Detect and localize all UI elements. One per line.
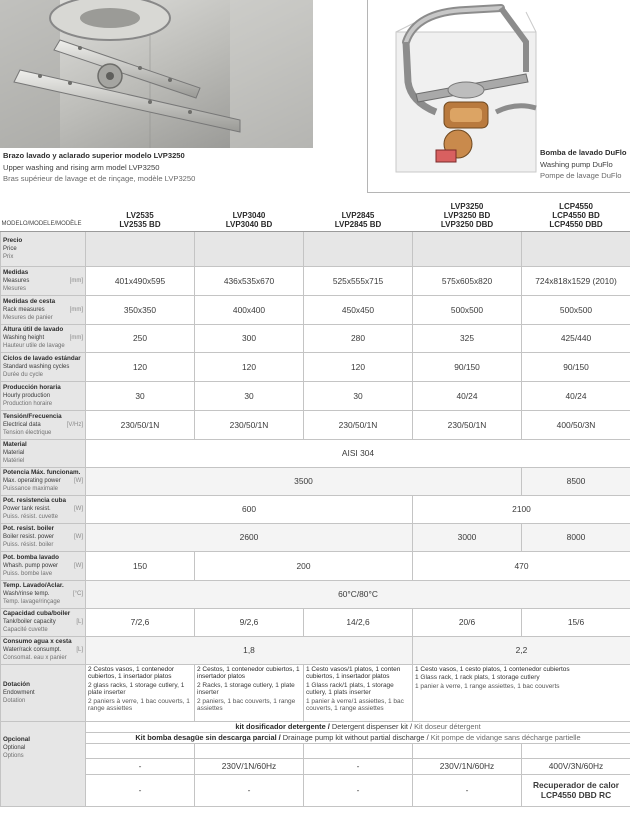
model-header-row [1, 198, 630, 231]
endowment-cell [195, 664, 304, 721]
label-es: Precio [3, 236, 23, 244]
row-label [1, 266, 86, 295]
unit-label: [V/Hz] [66, 421, 83, 428]
label-fr: Puissance maximale [3, 486, 59, 492]
price-cell [413, 231, 522, 266]
label-es: Dotación [3, 680, 30, 688]
value-cell: 400/50/3N [522, 410, 630, 439]
option-value: - [413, 774, 522, 806]
value-cell: 230/50/1N [86, 410, 195, 439]
label-en: Max. operating power [3, 478, 61, 484]
label-en: Endowment [3, 689, 35, 696]
value-cell: 500x500 [413, 295, 522, 324]
value-cell: 9/2,6 [195, 608, 304, 636]
row-label [1, 495, 86, 523]
label-es: Temp. Lavado/Aclar. [3, 582, 64, 589]
water-row [1, 636, 630, 664]
model-label: MODELO/MODELE/MODÈLE [1, 198, 86, 231]
option-value: - [304, 774, 413, 806]
kit-es: Kit bomba desagüe sin descarga parcial [135, 732, 277, 742]
label-en: Rack measures [3, 306, 45, 313]
value-cell: 8500 [522, 467, 630, 495]
unit-label: [W] [74, 534, 83, 540]
row-label [1, 636, 86, 664]
boiler-row [1, 523, 630, 551]
option-value: 400V/3N/60Hz [522, 758, 630, 774]
label-fr: Matériel [3, 458, 25, 464]
unit-label: [L] [76, 647, 83, 653]
label-en: Price [3, 245, 17, 252]
value-cell: 425/440 [522, 324, 630, 352]
unit-label: [mm] [69, 335, 83, 341]
caption-left-es: Brazo lavado y aclarado superior modelo LVP3250 [3, 151, 185, 160]
value-cell: 90/150 [413, 352, 522, 381]
value-cell: 230/50/1N [195, 410, 304, 439]
price-cell [195, 231, 304, 266]
hourly-row [1, 381, 630, 410]
model-name: LVP2845 BD [334, 219, 382, 229]
model-name: LVP3040 [232, 210, 266, 220]
value-cell: 3000 [413, 523, 522, 551]
value-cell: 230/50/1N [304, 410, 413, 439]
value-cell: 120 [86, 352, 195, 381]
value-cell: 90/150 [522, 352, 630, 381]
row-label [1, 551, 86, 580]
label-fr: Mesures [3, 285, 27, 292]
value-cell: 724x818x1529 (2010) [522, 266, 630, 295]
wash-arm-photo [0, 0, 313, 148]
material-row [1, 439, 630, 467]
unit-label: [mm] [69, 306, 83, 313]
value-cell: 525x555x715 [304, 266, 413, 295]
kit-fr: Kit pompe de vidange sans décharge partielle [430, 732, 581, 742]
value-cell: 1,8 [86, 636, 413, 664]
value-cell: 30 [304, 381, 413, 410]
option-value: - [86, 774, 195, 806]
label-fr: Puiss. résist. cuvette [3, 514, 59, 520]
value-cell: 400x400 [195, 295, 304, 324]
caption-right-en: Washing pump DuFlo [540, 159, 613, 169]
value-cell: 20/6 [413, 608, 522, 636]
value-cell: 150 [86, 551, 195, 580]
label-fr: Prix [3, 253, 14, 260]
label-fr: Durée du cycle [3, 371, 44, 378]
label-fr: Dotation [3, 697, 26, 704]
model-header [195, 198, 304, 231]
unit-label: [W] [74, 506, 83, 512]
value-cell: 401x490x595 [86, 266, 195, 295]
price-cell [304, 231, 413, 266]
price-row [1, 231, 630, 266]
label-es: Consumo agua x cesta [3, 638, 72, 645]
kit-en: Drainage pump kit without partial discharge [282, 732, 425, 742]
value-cell: 30 [86, 381, 195, 410]
model-name: LV2535 [126, 210, 154, 220]
row-label [1, 523, 86, 551]
kit-dispenser-text [86, 721, 630, 732]
label-en: Tank/boiler capacity [3, 619, 56, 625]
value-cell: 200 [195, 551, 413, 580]
caption-right-fr: Pompe de lavage DuFlo [540, 171, 622, 180]
endowment-en: 1 Glass rack/1 plats, 1 storage cutlery, 1 plats inserter [306, 681, 394, 697]
endowment-cell [413, 664, 630, 721]
label-en: Whash. pump power [3, 562, 59, 569]
option-value: - [86, 758, 195, 774]
label-fr: Capacité cuvette [3, 627, 48, 633]
label-en: Water/rack consumpt. [3, 647, 62, 653]
heat-recovery-title: Recuperador de calor [532, 780, 620, 790]
model-name: LVP3250 DBD [440, 219, 494, 229]
value-cell: 120 [195, 352, 304, 381]
option-spacer-row [1, 743, 630, 758]
endowment-row [1, 664, 630, 721]
value-cell: 250 [86, 324, 195, 352]
price-cell [522, 231, 630, 266]
endowment-cell [304, 664, 413, 721]
temp-row [1, 580, 630, 608]
empty-cell [304, 743, 413, 758]
option-value: 230V/1N/60Hz [413, 758, 522, 774]
heat-recovery-model: LCP4550 DBD RC [540, 790, 612, 800]
capacity-row [1, 608, 630, 636]
value-cell: 575x605x820 [413, 266, 522, 295]
label-fr: Mesures de panier [3, 314, 53, 321]
endowment-es: 1 Cesto vasos, 1 cesto platos, 1 contenedor cubiertos [415, 665, 570, 673]
caption-right [540, 147, 627, 182]
label-en: Measures [3, 277, 30, 284]
endowment-es: 2 Cestos vasos, 1 contenedor cubiertos, 1 insertador platos [88, 665, 174, 681]
unit-label: [L] [76, 619, 83, 625]
value-cell: 2100 [413, 495, 630, 523]
cycles-row [1, 352, 630, 381]
row-label [1, 231, 86, 266]
value-cell: 30 [195, 381, 304, 410]
power-row [1, 467, 630, 495]
label-es: Producción horaria [3, 383, 61, 391]
value-cell: 2600 [86, 523, 413, 551]
label-fr: Temp. lavage/rinçage [3, 599, 61, 605]
endowment-en: 1 Glass rack, 1 rack plats, 1 storage cutlery [415, 674, 540, 682]
empty-cell [522, 743, 630, 758]
row-label [1, 295, 86, 324]
endowment-fr: 2 paniers à verre, 1 bac couverts, 1 range assiettes [88, 697, 190, 713]
value-cell: AISI 304 [86, 439, 630, 467]
label-fr: Puiss. bombe lave [3, 570, 53, 577]
option-value: - [304, 758, 413, 774]
kit-en: Detergent dispenser kit [331, 721, 408, 731]
label-en: Electrical data [3, 421, 41, 428]
value-cell: 450x450 [304, 295, 413, 324]
value-cell: 436x535x670 [195, 266, 304, 295]
option-value: 230V/1N/60Hz [195, 758, 304, 774]
value-cell: 325 [413, 324, 522, 352]
value-cell: 600 [86, 495, 413, 523]
kit-fr: Kit doseur détergent [414, 721, 481, 731]
value-cell: 300 [195, 324, 304, 352]
value-cell: 2,2 [413, 636, 630, 664]
model-header [304, 198, 413, 231]
label-es: Potencia Máx. funcionam. [3, 469, 81, 476]
label-fr: Options [3, 752, 24, 759]
separator: / [407, 721, 415, 731]
endowment-en: 2 Racks, 1 storage cutlery, 1 plate inserter [197, 681, 295, 697]
separator: / [276, 732, 283, 742]
kit-es: kit dosificador detergente [235, 721, 326, 731]
caption-left [3, 150, 195, 185]
endowment-fr: 2 paniers, 1 bac couverts, 1 range assiettes [197, 697, 296, 713]
model-name: LCP4550 [559, 201, 593, 211]
endowment-en: 2 glass racks, 1 storage cutlery, 1 plate inserter [88, 681, 185, 697]
caption-left-fr: Bras supérieur de lavage et de rinçage, modèle LVP3250 [3, 174, 196, 183]
measures-row [1, 266, 630, 295]
row-label [1, 352, 86, 381]
label-es: Tensión/Frecuencia [3, 412, 62, 420]
option-voltage-row [1, 758, 630, 774]
model-name: LCP4550 DBD [549, 219, 603, 229]
label-fr: Puiss. résist. boiler [3, 542, 54, 548]
heat-recovery-cell [522, 774, 630, 806]
pump-row [1, 551, 630, 580]
label-es: Opcional [3, 735, 30, 743]
rack-row [1, 295, 630, 324]
label-fr: Tension électrique [3, 429, 52, 436]
row-label [1, 324, 86, 352]
model-name: LVP3250 BD [443, 210, 491, 220]
kit-drain-row [1, 732, 630, 743]
label-en: Hourly production [3, 392, 51, 399]
tank-row [1, 495, 630, 523]
label-fr: Production horaire [3, 400, 53, 407]
label-en: Power tank resist. [3, 506, 51, 512]
price-cell [86, 231, 195, 266]
value-cell: 60°C/80°C [86, 580, 630, 608]
option-heat-recovery-row [1, 774, 630, 806]
label-es: Altura útil de lavado [3, 326, 64, 333]
label-en: Wash/rinse temp. [3, 591, 50, 597]
row-label [1, 580, 86, 608]
empty-cell [413, 743, 522, 758]
voltage-row [1, 410, 630, 439]
row-label [1, 608, 86, 636]
option-value: - [195, 774, 304, 806]
label-fr: Consomat. eau x panier [3, 655, 67, 661]
caption-left-en: Upper washing and rising arm model LVP3250 [3, 162, 160, 172]
label-es: Medidas [3, 268, 29, 276]
model-name: LCP4550 BD [552, 210, 600, 220]
model-name: LV2535 BD [119, 219, 161, 229]
row-label [1, 439, 86, 467]
spec-table [0, 198, 630, 807]
endowment-cell [86, 664, 195, 721]
label-es: Capacidad cuba/boiler [3, 610, 71, 617]
kit-dispenser-row [1, 721, 630, 732]
row-label [1, 381, 86, 410]
empty-cell [86, 743, 195, 758]
label-es: Material [3, 441, 27, 448]
value-cell: 40/24 [522, 381, 630, 410]
endowment-es: 2 Cestos, 1 contenedor cubiertos, 1 insertador platos [197, 665, 300, 681]
model-name: LVP3040 BD [225, 219, 273, 229]
pump-illustration [376, 2, 546, 184]
unit-label: [mm] [69, 277, 83, 284]
value-cell: 120 [304, 352, 413, 381]
label-en: Standard washing cycles [3, 363, 70, 370]
row-label [1, 410, 86, 439]
kit-drain-text [86, 732, 630, 743]
label-es: Pot. resist. boiler [3, 525, 55, 532]
label-es: Pot. bomba lavado [3, 553, 59, 561]
separator: / [325, 721, 332, 731]
label-es: Ciclos de lavado estándar [3, 354, 81, 362]
model-header [522, 198, 630, 231]
value-cell: 3500 [86, 467, 522, 495]
endowment-fr: 1 panier à verre, 1 range assiettes, 1 bac couverts [415, 682, 560, 690]
label-en: Material [3, 450, 25, 456]
label-es: Medidas de cesta [3, 297, 56, 305]
model-name: LVP3250 [450, 201, 484, 211]
unit-label: [°C] [72, 591, 83, 597]
model-header [86, 198, 195, 231]
value-cell: 15/6 [522, 608, 630, 636]
value-cell: 40/24 [413, 381, 522, 410]
label-en: Boiler resist. power [3, 534, 55, 540]
label-en: Optional [3, 744, 26, 751]
empty-cell [195, 743, 304, 758]
endowment-fr: 1 panier à verre/1 assiettes, 1 bac couverts, 1 range assiettes [306, 697, 404, 713]
row-label [1, 721, 86, 806]
value-cell: 350x350 [86, 295, 195, 324]
model-name: LVP2845 [341, 210, 375, 220]
endowment-es: 1 Cesto vasos/1 platos, 1 conten cubiertos, 1 insertador platos [306, 665, 401, 681]
row-label [1, 664, 86, 721]
model-header [413, 198, 522, 231]
value-cell: 280 [304, 324, 413, 352]
value-cell: 7/2,6 [86, 608, 195, 636]
label-es: Pot. resistencia cuba [3, 497, 66, 504]
height-row [1, 324, 630, 352]
unit-label: [W] [74, 478, 83, 484]
value-cell: 14/2,6 [304, 608, 413, 636]
row-label [1, 467, 86, 495]
separator: / [424, 732, 431, 742]
label-en: Washing height [3, 335, 45, 341]
unit-label: [W] [74, 562, 83, 569]
label-fr: Hauteur utile de lavage [3, 343, 65, 349]
value-cell: 8000 [522, 523, 630, 551]
value-cell: 230/50/1N [413, 410, 522, 439]
value-cell: 470 [413, 551, 630, 580]
value-cell: 500x500 [522, 295, 630, 324]
caption-right-es: Bomba de lavado DuFlo [540, 148, 627, 157]
